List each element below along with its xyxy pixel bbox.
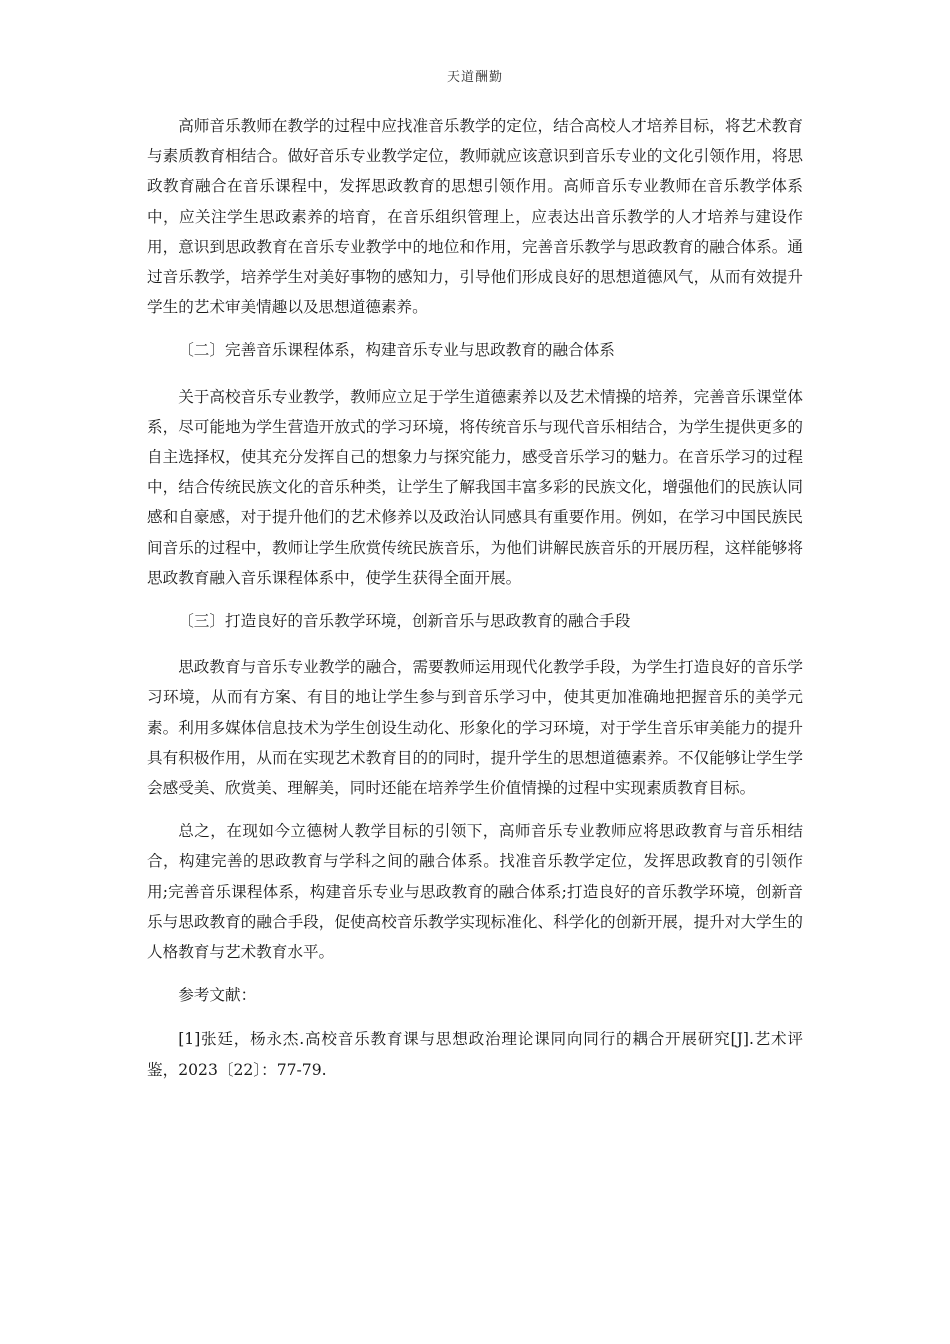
- section-heading-2: 〔二〕完善音乐课程体系，构建音乐专业与思政教育的融合体系: [178, 341, 615, 360]
- references-title: 参考文献：: [178, 986, 257, 1005]
- paragraph-section-3: 思政教育与音乐专业教学的融合，需要教师运用现代化教学手段，为学生打造良好的音乐学习环境，从而有方案、有目的地让学生参与到音乐学习中，使其更加准确地把握音乐的美学元素。利用多媒体信息技术为学生创设生动化、形象化的学习环境，对于学生音乐审美能力的提升具有积极作用，从而在实现艺术教育目的的同时，提升学生的思想道德素养。不仅能够让学生学会感受美、欣赏美、理解美，同时还能在培养学生价值情操的过程中实现素质教育目标。: [147, 658, 803, 798]
- paragraph-intro: 高师音乐教师在教学的过程中应找准音乐教学的定位，结合高校人才培养目标，将艺术教育与素质教育相结合。做好音乐专业教学定位，教师就应该意识到音乐专业的文化引领作用，将思政教育融合在音乐课程中，发挥思政教育的思想引领作用。高师音乐专业教师在音乐教学体系中，应关注学生思政素养的培育，在音乐组织管理上，应表达出音乐教学的人才培养与建设作用，意识到思政教育在音乐专业教学中的地位和作用，完善音乐教学与思政教育的融合体系。通过音乐教学，培养学生对美好事物的感知力，引导他们形成良好的思想道德风气，从而有效提升学生的艺术审美情趣以及思想道德素养。: [147, 117, 803, 317]
- paragraph-conclusion: 总之，在现如今立德树人教学目标的引领下，高师音乐专业教师应将思政教育与音乐相结合，构建完善的思政教育与学科之间的融合体系。找准音乐教学定位，发挥思政教育的引领作用;完善音乐课程体系，构建音乐专业与思政教育的融合体系;打造良好的音乐教学环境，创新音乐与思政教育的融合手段，促使高校音乐教学实现标准化、科学化的创新开展，提升对大学生的人格教育与艺术教育水平。: [147, 822, 803, 962]
- paragraph-section-2: 关于高校音乐专业教学，教师应立足于学生道德素养以及艺术情操的培养，完善音乐课堂体系，尽可能地为学生营造开放式的学习环境，将传统音乐与现代音乐相结合，为学生提供更多的自主选择权，使其充分发挥自己的想象力与探究能力，感受音乐学习的魅力。在音乐学习的过程中，结合传统民族文化的音乐种类，让学生了解我国丰富多彩的民族文化，增强他们的民族认同感和自豪感，对于提升他们的艺术修养以及政治认同感具有重要作用。例如，在学习中国民族民间音乐的过程中，教师让学生欣赏传统民族音乐，为他们讲解民族音乐的开展历程，这样能够将思政教育融入音乐课程体系中，使学生获得全面开展。: [147, 387, 803, 587]
- reference-item-1: [1]张廷，杨永杰.高校音乐教育课与思想政治理论课同向同行的耦合开展研究[J].艺术评鉴，2023〔22〕：77-79.: [147, 1030, 803, 1079]
- section-heading-3: 〔三〕打造良好的音乐教学环境，创新音乐与思政教育的融合手段: [178, 612, 631, 631]
- document-body: [147, 111, 803, 1098]
- page-header: 天道酬勤: [446, 70, 503, 85]
